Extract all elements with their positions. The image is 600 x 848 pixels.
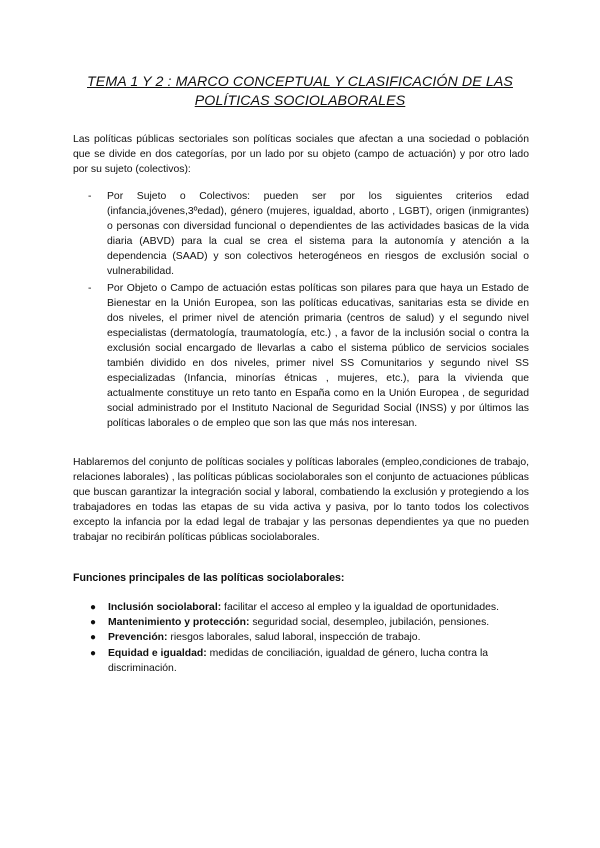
- functions-list: [88, 600, 529, 676]
- functions-heading: Funciones principales de las políticas sociolaborales:: [73, 572, 345, 584]
- list-item: [88, 189, 529, 280]
- page-title: TEMA 1 Y 2 : MARCO CONCEPTUAL Y CLASIFICACIÓN DE LAS POLÍTICAS SOCIOLABORALES: [87, 74, 513, 109]
- function-label: Equidad e igualdad:: [108, 647, 207, 659]
- category-list: [88, 189, 529, 433]
- list-item: [88, 646, 529, 676]
- function-label: Prevención:: [108, 632, 168, 644]
- list-item: [88, 281, 529, 432]
- bullet-icon: ●: [90, 617, 97, 629]
- function-text: seguridad social, desempleo, jubilación, pensiones.: [249, 617, 490, 629]
- list-item: [88, 615, 529, 630]
- bullet-icon: ●: [90, 647, 97, 659]
- bullet-icon: ●: [90, 602, 97, 613]
- function-text: facilitar el acceso al empleo y la igualdad de oportunidades.: [221, 602, 500, 613]
- list-item: [88, 600, 529, 615]
- body-paragraph: Hablaremos del conjunto de políticas sociales y políticas laborales (empleo,condiciones de trabajo, relaciones laborales) , las políticas públicas sociolaborales son el conjunto de actuaciones públicas que buscan garantizar la integración social y laboral, combatiendo la exclusión y protegiendo a los trabajadores en todas las etapas de su vida activa y pasiva, por lo tanto todos los colectivos excepto la infancia por la edad legal de trabajar y las personas dependientes ya que no pueden trabajar no recibirán políticas públicas sociolaborales.: [73, 457, 529, 543]
- bullet-icon: ●: [90, 632, 97, 644]
- dash-marker: -: [88, 191, 92, 202]
- function-text: medidas de conciliación, igualdad de género, lucha contra la discriminación.: [108, 647, 489, 674]
- dash-marker: -: [88, 282, 92, 294]
- function-label: Mantenimiento y protección:: [108, 617, 250, 629]
- function-label: Inclusión sociolaboral:: [108, 602, 222, 613]
- function-text: riesgos laborales, salud laboral, inspección de trabajo.: [167, 632, 421, 644]
- list-item-text: Por Objeto o Campo de actuación estas políticas son pilares para que haya un Estado de Bienestar en la Unión Europea, son las políticas educativas, sanitarias esta se divide en dos niveles, el primer nivel de atención primaria (centros de salud) y el segundo nivel especialistas (dermatología, traumatología, etc.) , a favor de la inclusión social o contra la exclusión social encargado de llevarlas a cabo el sistema público de servicios sociales también dividido en dos niveles, primer nivel SS Comunitarios y segundo nivel SS especializadas (Infancia, minorías étnicas , mujeres, etc.), para la vivienda que actualmente constituye un reto tanto en España como en la Unión Europea , de seguridad social administrado por el Instituto Nacional de Seguridad Social (INSS) y por últimos las políticas laborales o de empleo que son las que más nos interesan.: [107, 282, 529, 430]
- list-item-text: Por Sujeto o Colectivos: pueden ser por los siguientes criterios edad (infancia,jóvenes,3ºedad), género (mujeres, igualdad, aborto , LGBT), origen (inmigrantes) o personas con diversidad funcional o dependientes de las actividades basicas de la vida diaria (ABVD) para la cual se crea el sistema para la autonomía y atención a la dependencia (SAAD) y son colectivos heterogéneos en riesgos de exclusión social o vulnerabilidad.: [107, 191, 529, 278]
- list-item: [88, 630, 529, 645]
- intro-paragraph: Las políticas públicas sectoriales son políticas sociales que afectan a una sociedad o población que se divide en dos categorías, por un lado por su objeto (campo de actuación) y por otro lado por su sujeto (colectivos):: [73, 134, 529, 175]
